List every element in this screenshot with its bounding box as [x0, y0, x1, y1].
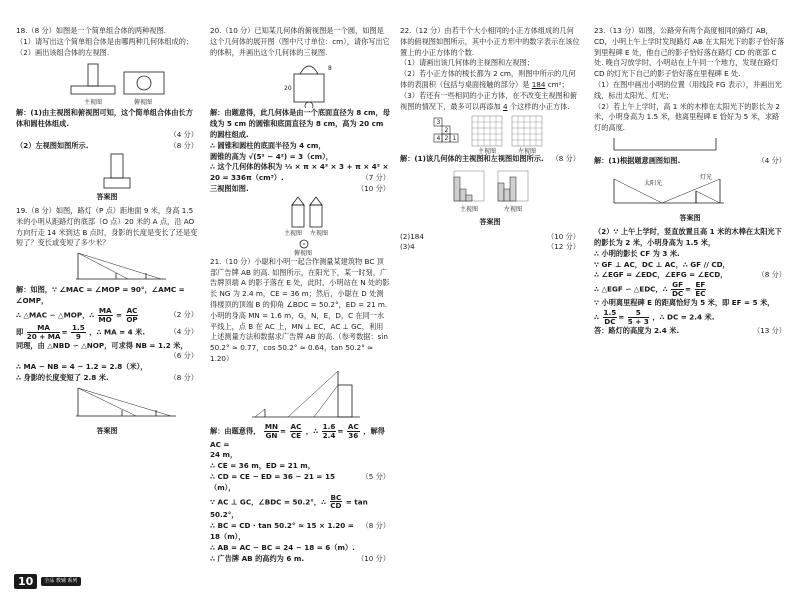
q18-answer-caption: 答案图 [96, 192, 118, 201]
q23-stem: 23.（13 分）如图，公路旁有两个高度相同的路灯 AB，CD，小明上午上学时发现路灯 AB 在太阳光下的影子恰好落到里程碑 E 处，他自己的影子恰好落在路灯 CD 的底部 C 处. 晚自习放学时，小明站在上午同一个地方，发现在路灯 CD 的灯光下自己的影子恰好落在里程碑 E 处. [594, 26, 785, 79]
q21-s1a: 解：由题意得， [210, 426, 261, 436]
q21-s5b: = tan 50.2°， [210, 496, 368, 520]
q18-sol1-row [16, 108, 198, 130]
q20-net-figure [210, 58, 390, 108]
q19-answer-caption: 答案图 [96, 426, 118, 435]
q21-stem: 21.（10 分）小聪和小明一起合作测量某建筑物 BC 顶部广告牌 AB 的高. 如图所示，在阳光下，某一时刻，广告牌顶端 A 的影子落在 E 处，此时，小明站在 N 处的影长 NG 为 2.4 m，CE = 36 m；然后，小聪在 D 处测得楼顶的顶端 B 的仰角 ∠BDC = 50.2°，ED = 21 m. 小明的身高 MN = 1.6 m，G，N，E，D，C 在同一水平线上，点 B 在 AC 上，MN ⊥ EC，AC ⊥ GC，利用上述测量方法和数据求广告牌 AB 的高.（参考数据：sin 50.2° ≈ 0.77，cos 50.2° ≈ 0.64，tan 50.2° ≈ 1.20） [210, 256, 390, 363]
q23-s5: ∴ ∠EGF = ∠EDC，∠EFG = ∠ECD， [594, 270, 728, 280]
q23-sub1: （1）在图中画出小明的位置（用线段 FG 表示），并画出光线，标出太阳光、灯光； [594, 79, 782, 100]
q22-blank-grid-main [472, 116, 502, 146]
q21-s8: ∴ 广告牌 AB 的高约为 6 m. [210, 553, 305, 563]
q22-a3-row [400, 242, 580, 253]
q23-frac4-num: 5 [628, 309, 649, 318]
q23-s4: ∵ GF ⊥ AC，DC ⊥ AC，∴ GF // CD， [594, 259, 730, 269]
q21-s4-row [210, 472, 390, 494]
q20-dim-8: 8 [328, 65, 332, 73]
q23-s5-score: （8 分） [757, 270, 786, 280]
q20-three-views [210, 195, 390, 257]
q21-s1-row: 解：由题意得， $\frac{MN}{GN}$ = $\frac{AC}{CE}$ ，∴ $\frac{1.6}{2.4}$ = $\frac{AC}{36}$ ，解得 AC = [210, 421, 385, 449]
q20-s4: ∴ 这个几何体的体积为 ⅓ × π × 4² × 3 + π × 4² × [210, 162, 389, 172]
q23-ans-lamp-ray [662, 179, 720, 203]
q22-blank-grid-left [512, 116, 542, 146]
q22-sub3-blank: 4 [502, 101, 508, 111]
q18-sub1: （1）请写出这个简单组合体是由哪两种几何体组成的； [16, 36, 194, 46]
q23-lamp-label: 灯光 [700, 173, 713, 181]
q21-frac3-num: 1.6 [322, 421, 336, 431]
q19-s6: ∴ 身影的长度变短了 2.8 米. [16, 372, 109, 382]
q18-main-view-base [71, 86, 115, 94]
q22-answer-figure [400, 165, 580, 215]
q22-sol1-score: （8 分） [551, 154, 580, 164]
q23-s1: 解：(1)根据题意画图如图. [594, 155, 681, 165]
q19-figure [16, 249, 198, 285]
q20-s1: 解：由题意得，此几何体是由一个底面直径为 8 cm，母线为 5 cm 的圆锥和底面直径为 8 cm，高为 20 cm 的圆柱组成. [210, 108, 390, 139]
q23-s8a: ∴ [594, 312, 600, 322]
q19-s1: 解：如图，∵ ∠MAC = ∠MOP = 90°，∠AMC = ∠OMP， [16, 285, 185, 306]
q19-frac3-num: MA [27, 324, 61, 333]
q18-sub2: （2）画出该组合体的左视图. [16, 47, 110, 57]
q23-figure [594, 134, 786, 156]
q22-ans-cap-main: 主视图 [460, 206, 479, 214]
q22-grid-value: 1 [452, 135, 457, 143]
q18-left-view-base [104, 178, 130, 188]
q22-sub1: （1）请画出该几何体的主视图和左视图； [400, 58, 534, 68]
q19-s3a: 即 [16, 327, 24, 337]
column-4 [594, 26, 786, 337]
q23-frac2-den: EC [695, 289, 706, 299]
q22-answer-main-view [454, 171, 484, 201]
q18-sol2-row [16, 141, 198, 152]
q21-s1c: ，解得 AC = [210, 426, 385, 449]
q19-s4-score-row [16, 351, 198, 362]
q22-a3: (3)4 [400, 242, 415, 252]
q20-stem: 20.（10 分）已知某几何体的俯视图是一个圆，如图是这个几何体的展开图（图中尺寸单位：cm），请你写出它的体积，并画出这个几何体的三视图. [210, 26, 390, 57]
q20-left-view-cylinder [310, 205, 322, 227]
q19-frac4-den: 9 [75, 331, 81, 341]
q22-a3-score: （12 分） [547, 242, 580, 252]
q20-cap-top: 俯视图 [294, 249, 313, 257]
q19-frac1-num: MA [98, 305, 112, 315]
q23-s9-score: （13 分） [753, 325, 786, 335]
q20-s5-score: （7 分） [361, 173, 390, 183]
q22-answer-caption: 答案图 [479, 218, 501, 227]
q19-s2a: ∴ △MAC ∽ △MOP，∴ [16, 310, 95, 320]
q23-sun-label: 太阳光 [644, 179, 663, 187]
q22-sub3-end: 个这样的小正方体. [509, 101, 570, 111]
q19-s4-score: （6 分） [169, 351, 198, 361]
q19-s6-row [16, 373, 198, 384]
q22-sub2-unit: cm²； [547, 79, 569, 89]
q19-light-ray-a [78, 253, 161, 279]
q19-frac4-num: 1.5 [72, 322, 85, 332]
q23-s9: 答：路灯的高度为 2.4 米. [594, 325, 680, 335]
q21-s5-row [210, 494, 390, 522]
q23-s6a: ∴ △EGF ∽ △EDC，∴ [594, 284, 668, 294]
q19-frac2-num: AC [126, 305, 138, 315]
q22-answer-left-view [498, 171, 528, 201]
q21-frac4-den: 36 [348, 430, 359, 440]
q20-s6-score: （10 分） [357, 183, 390, 193]
q18-sol2: （2）左视图如图所示. [16, 140, 89, 150]
q19-s4-row [16, 341, 198, 352]
q23-frac1-den: DC [671, 289, 684, 299]
q18-cap-main: 主视图 [84, 99, 103, 107]
q21-frac1-num: MN [264, 421, 279, 431]
q21-s3: ∴ CE = 36 m，ED = 21 m， [210, 461, 315, 471]
q23-s2: （2）∵ 上午上学时，竖直放置且高 1 米的木棒在太阳光下的影长为 2 米，小明身高为 1.5 米， [594, 227, 782, 248]
q23-s8b: ，∴ DC = 2.4 米. [652, 312, 715, 322]
q22-grid-value: 3 [436, 119, 441, 127]
q20-main-view-cone [292, 197, 304, 205]
q21-frac5-den: CD [330, 501, 342, 511]
q20-left-view-cone [310, 197, 322, 205]
q21-s6: ∴ BC = CD · tan 50.2° ≈ 15 × 1.20 = 18（m）， [210, 521, 354, 541]
q21-frac4-num: AC [347, 421, 359, 431]
q21-frac2-num: AC [290, 421, 302, 431]
q20-cap-main: 主视图 [284, 229, 303, 237]
q19-s6-score: （8 分） [169, 372, 198, 382]
q23-answer-figure [594, 167, 786, 211]
q19-frac2-den: OP [126, 314, 138, 324]
q23-frac1-num: GF [672, 280, 683, 290]
q18-main-view-column [88, 64, 98, 86]
q18-sol2-score: （8 分） [169, 140, 198, 150]
q23-ans-sun-ray-2 [696, 191, 720, 203]
q23-frac4-den: 5 + 3 [627, 316, 649, 326]
q20-s3: 圆锥的高为 √(5² − 4²) = 3（cm）， [210, 151, 333, 161]
q23-answer-caption: 答案图 [679, 213, 701, 222]
q19-eq: = [116, 310, 123, 320]
q20-s6-row [210, 184, 390, 195]
q22-a2: (2)184 [400, 231, 424, 241]
q22-sub3 [400, 91, 580, 113]
q22-cap-left: 左视图 [518, 148, 537, 155]
q19-frac3-den: 20 + MA [26, 331, 61, 341]
q20-net-sector [300, 66, 318, 74]
q19-stem: 19.（8 分）如图，路灯（P 点）距地面 9 米，身高 1.5 米的小明从距路灯的底部（O 点）20 米的 A 点，沿 AO 方向行走 14 米到达 B 点时，身影的长度是变长了还是变短了？变长或变短了多少米？ [16, 206, 198, 248]
q20-s5-row [210, 173, 390, 184]
q18-sol1-score: （4 分） [169, 129, 198, 139]
q20-dim-20: 20 [284, 85, 292, 93]
q21-s8-row [210, 554, 390, 565]
q21-figure [210, 365, 390, 423]
q22-sub2 [400, 69, 580, 91]
q22-sub2-blank: 184 [531, 79, 546, 89]
q20-s5: 20 = 336π（cm³）. [210, 173, 284, 183]
page-number: 10 [14, 574, 37, 589]
q20-main-view-cylinder [292, 205, 304, 227]
q18-views-figure [16, 58, 198, 108]
q23-s8-row: ∴ $\frac{1.5}{DC}$ = $\frac{5}{5 + 3}$ ，∴ DC = 2.4 米. [594, 307, 715, 326]
q21-s5a: ∵ AC ⊥ GC，∠BDC = 50.2°，∴ [210, 496, 326, 506]
q21-frac1-den: GN [265, 430, 278, 440]
column-2 [210, 26, 390, 564]
column-1 [16, 26, 198, 440]
q23-sub2: （2）若上午上学时，高 1 米的木棒在太阳光下的影长为 2 米，小明身高为 1.5 米，他离里程碑 E 恰好为 5 米，求路灯的高度. [594, 101, 780, 133]
q18-sol1-score-row [16, 130, 198, 141]
q19-s3b: ，∴ MA = 4 米. [89, 327, 146, 337]
q22-ans-cap-left: 左视图 [504, 206, 523, 214]
q22-sub2-text: （2）若小正方体的棱长都为 2 cm，则图中所示的几何体的表面积（包括与桌面接触的部分）是 [400, 69, 576, 89]
q21-s4-score: （5 分） [361, 471, 390, 481]
q23-s1-score: （4 分） [757, 155, 786, 165]
q19-frac1-den: MO [98, 314, 112, 324]
q23-s9-row [594, 326, 786, 337]
q21-s6-score: （8 分） [361, 521, 390, 531]
q22-grid-value: 2 [444, 127, 449, 135]
q18-stem: 18.（8 分）如图是一个简单组合体的两种视图. [16, 26, 166, 35]
q22-sub3-text: （3）若还有一些相同的小正方体，在不改变主视图和俯视图的情况下，最多可以再添加 [400, 90, 578, 111]
q23-s3: ∴ 小明的影长 CF 为 3 米. [594, 248, 680, 258]
q18-answer-figure [16, 152, 198, 190]
q21-s1b: ，∴ [305, 426, 319, 436]
column-3 [400, 26, 580, 253]
q23-frac3-num: 1.5 [603, 307, 617, 317]
q19-light-ray-b [78, 253, 128, 279]
q19-s2-row [16, 307, 198, 324]
q22-grid-value: 2 [444, 135, 449, 143]
q18-top-view-circle [137, 76, 151, 90]
q20-s2: ∴ 圆锥和圆柱的底面半径为 4 cm， [210, 140, 326, 150]
q21-sun-ray-a [288, 371, 338, 417]
q23-s1-row [594, 156, 786, 167]
q21-s4: ∴ CD = CE − ED = 36 − 21 = 15（m）， [210, 471, 335, 492]
q21-s8-score: （10 分） [357, 553, 390, 563]
q22-sol1: 解：(1)该几何体的主视图和左视图如图所示. [400, 154, 544, 164]
q19-s2-score: （2 分） [169, 310, 198, 320]
q19-s4: 同理，由 △NBD ∽ △NOP，可求得 NB = 1.2 米， [16, 340, 188, 350]
q23-frac2-num: EF [695, 280, 706, 290]
q21-s7: ∴ AB = AC − BC = 24 − 18 = 6（m）. [210, 542, 355, 552]
q19-answer-figure [16, 384, 198, 424]
q22-grid-value: 4 [436, 135, 441, 143]
q22-a2-score: （10 分） [547, 231, 580, 241]
footer-logo: 全品 教辅 系列 [41, 577, 80, 587]
q22-cap-main: 主视图 [478, 148, 497, 155]
q22-top-view-grid [434, 118, 458, 142]
q21-frac5-num: BC [330, 492, 342, 502]
page-number-block [14, 574, 81, 589]
q23-s7: ∵ 小明离里程碑 E 的距离恰好为 5 米，即 EF = 5 米， [594, 298, 775, 308]
q20-cap-left: 左视图 [310, 229, 329, 237]
q22-stem: 22.（12 分）由若干个大小相同的小正方体组成的几何体的俯视图如图所示，其中小正方形中的数字表示在该位置上的小正方体的个数. [400, 26, 580, 57]
q21-sun-ray-b [255, 409, 265, 417]
q18-left-view-column [111, 154, 123, 178]
q21-frac2-den: CE [290, 430, 302, 440]
q20-top-view-center [303, 243, 305, 245]
q23-s5-row [594, 270, 786, 281]
q21-s6-row [210, 521, 390, 543]
q22-sol1-row [400, 154, 580, 165]
q19-s3-score: （4 分） [169, 327, 198, 337]
q20-net-rect [294, 74, 324, 102]
q19-ans-ray-a [78, 388, 171, 416]
q18-sol1: 解：(1)由主视图和俯视图可知，这个简单组合体由长方体和圆柱体组成. [16, 108, 193, 129]
q19-s5: ∴ MA − NB = 4 − 1.2 = 2.8（米）， [16, 362, 148, 372]
q21-building [338, 385, 352, 417]
q19-ans-ray-b [78, 388, 136, 416]
q20-s6: 三视图如图. [210, 183, 249, 193]
q23-frac3-den: DC [604, 316, 616, 326]
q22-figure [400, 112, 580, 154]
q19-s3-row: 即 $\frac{MA}{20 + MA}$ = $\frac{1.5}{9}$ ，∴ MA = 4 米. （4 分） [16, 322, 198, 341]
q21-frac3-den: 2.4 [322, 430, 336, 440]
q18-cap-top: 俯视图 [134, 99, 153, 107]
q23-s6-row: ∴ △EGF ∽ △EDC，∴ $\frac{GF}{DC}$ = $\frac{EF}{EC}$ [594, 280, 706, 299]
q21-s2: 24 m， [210, 450, 238, 460]
q18-top-view-rect [124, 72, 164, 94]
q22-a2-row [400, 232, 580, 243]
